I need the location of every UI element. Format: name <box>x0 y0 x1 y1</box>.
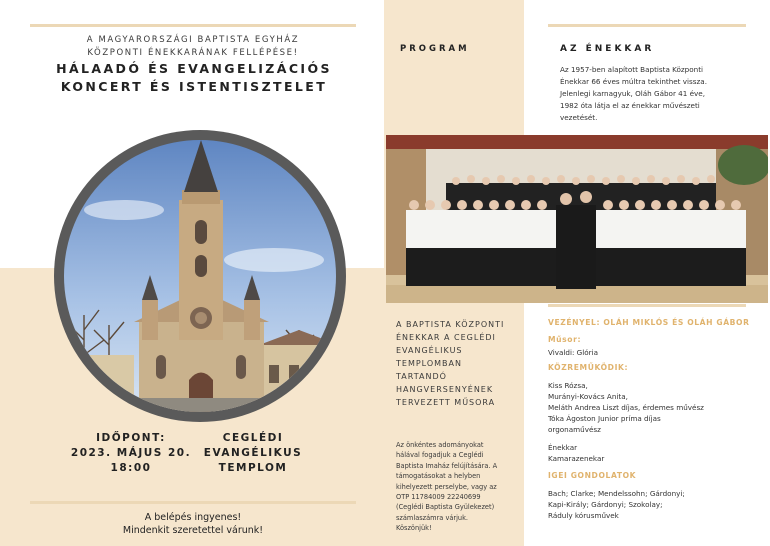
program-heading: PROGRAM <box>400 44 470 54</box>
conductor-line: VEZÉNYEL: OLÁH MIKLÓS ÉS OLÁH GÁBOR <box>548 318 750 327</box>
event-date: 2023. MÁJUS 20. <box>70 447 192 459</box>
ensemble: Énekkar <box>548 443 578 452</box>
church-illustration <box>64 140 336 412</box>
time-label: IDŐPONT: <box>96 432 166 444</box>
donation-line: Baptista Imaház felújítására. A <box>396 461 498 470</box>
free-entry-note <box>30 511 356 537</box>
event-time <box>66 431 196 476</box>
program-description <box>396 318 516 409</box>
choir-illustration <box>386 135 768 303</box>
choral-works <box>548 488 748 521</box>
choir-desc-line: vezetését. <box>560 113 598 122</box>
welcome-line: Mindenkit szeretettel várunk! <box>122 525 264 536</box>
choir-description <box>560 64 750 124</box>
place-line: EVANGÉLIKUS <box>203 447 303 459</box>
subtitle-line: A MAGYARORSZÁGI BAPTISTA EGYHÁZ <box>86 35 300 45</box>
choir-desc-line: Énekkar 66 éves múltra tekinthet vissza. <box>560 77 707 86</box>
donation-line: hálával fogadjuk a Ceglédi <box>396 451 484 460</box>
desc-line: EVANGÉLIKUS <box>396 346 463 355</box>
ensemble: Kamarazenekar <box>548 454 605 463</box>
donation-line: számlaszámra várjuk. <box>396 513 469 522</box>
choir-desc-line: Az 1957-ben alapított Baptista Központi <box>560 65 704 74</box>
performer: Kiss Rózsa, <box>548 381 588 390</box>
donation-line: (Ceglédi Baptista Gyülekezet) <box>396 503 495 512</box>
works-line: Bach; Clarke; Mendelssohn; Gárdonyi; <box>548 489 685 498</box>
place-line: TEMPLOM <box>218 462 288 474</box>
choir-desc-line: 1982 óta látja el az énekkar művészeti <box>560 101 700 110</box>
event-place <box>198 431 308 476</box>
performer: Tóka Ágoston Junior príma díjas <box>548 414 661 423</box>
event-subtitle <box>40 34 346 60</box>
ensemble-list <box>548 442 748 464</box>
performer: Meláth Andrea Liszt díjas, érdemes művész <box>548 403 704 412</box>
choir-heading: AZ ÉNEKKAR <box>560 44 655 54</box>
desc-line: TEMPLOMBAN <box>396 359 462 368</box>
place-line: CEGLÉDI <box>222 432 284 444</box>
performers-label: KÖZREMŰKÖDIK: <box>548 363 629 372</box>
event-hour: 18:00 <box>110 462 152 474</box>
donation-note <box>396 440 522 534</box>
donation-line: kihelyezett perselybe, vagy az <box>396 482 497 491</box>
desc-line: TARTANDÓ <box>396 372 447 381</box>
desc-line: A BAPTISTA KÖZPONTI <box>396 320 505 329</box>
scripture-label: IGEI GONDOLATOK <box>548 471 637 480</box>
title-line: KONCERT ÉS ISTENTISZTELET <box>60 79 328 94</box>
church-photo <box>54 130 346 422</box>
free-entry-line: A belépés ingyenes! <box>144 512 242 523</box>
choir-desc-line: Jelenlegi karnagyuk, Oláh Gábor 41 éve, <box>560 89 705 98</box>
donation-line: Az önkéntes adományokat <box>396 441 484 449</box>
program-label: Műsor: <box>548 335 582 344</box>
desc-line: ÉNEKKAR A CEGLÉDI <box>396 333 496 342</box>
donation-line: támogatásokat a helyben <box>396 472 481 481</box>
desc-line: HANGVERSENYÉNEK <box>396 385 494 394</box>
divider <box>30 501 356 504</box>
divider <box>548 304 746 307</box>
subtitle-line: KÖZPONTI ÉNEKKARÁNAK FELLÉPÉSE! <box>87 48 299 58</box>
program-piece: Vivaldi: Glória <box>548 348 598 357</box>
donation-line: OTP 11784009 22240699 <box>396 493 481 502</box>
works-line: Ráduly kórusművek <box>548 511 619 520</box>
event-title <box>24 60 364 96</box>
divider <box>30 24 356 27</box>
choir-photo <box>386 135 768 303</box>
title-line: HÁLAADÓ ÉS EVANGELIZÁCIÓS <box>56 61 332 76</box>
works-line: Kapi-Király; Gárdonyi; Szokolay; <box>548 500 663 509</box>
donation-line: Köszönjük! <box>396 524 432 533</box>
performer: orgonaművész <box>548 425 601 434</box>
divider <box>548 24 746 27</box>
performer: Murányi-Kovács Anita, <box>548 392 628 401</box>
desc-line: TERVEZETT MŰSORA <box>396 398 496 407</box>
performers-list <box>548 380 748 435</box>
